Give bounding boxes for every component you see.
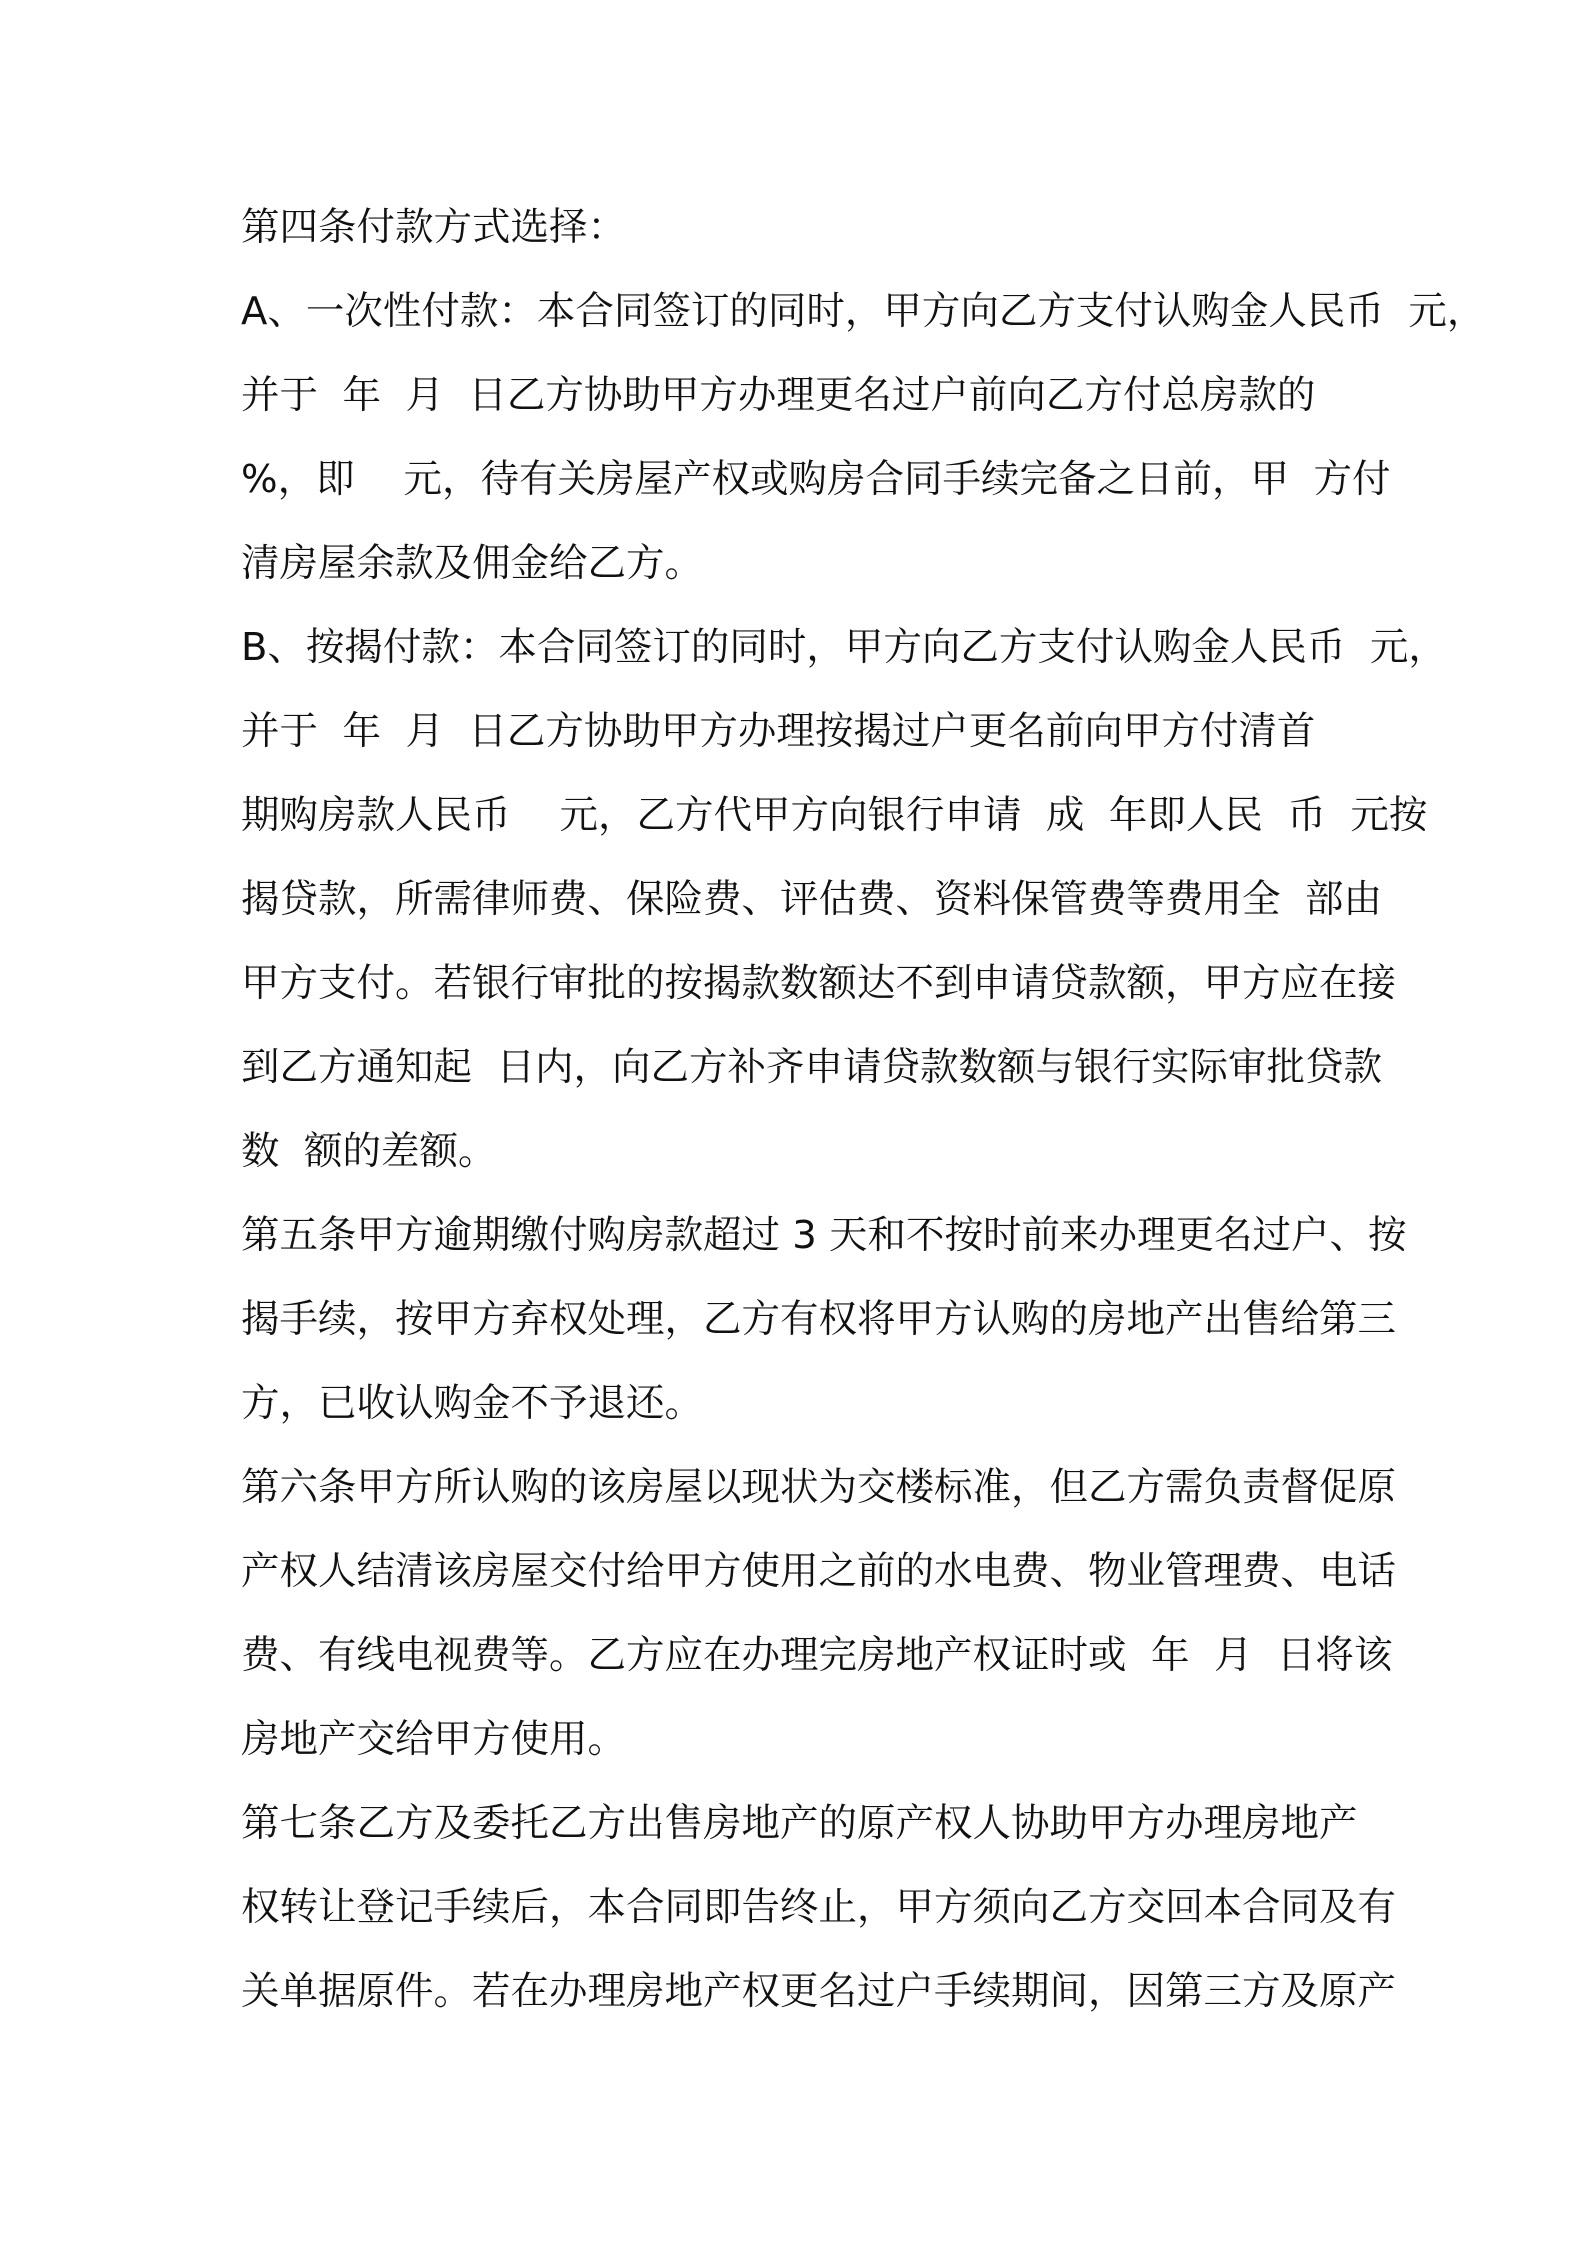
option-b-line-3: 期购房款人民币 元，乙方代甲方向银行申请 成 年即人民 币 元按 — [241, 793, 1428, 838]
clause-7-line-1: 第七条乙方及委托乙方出售房地产的原产权人协助甲方办理房地产 — [241, 1801, 1358, 1846]
clause-5-line-3: 方，已收认购金不予退还。 — [241, 1381, 704, 1426]
clause-6-line-4: 房地产交给甲方使用。 — [241, 1717, 627, 1762]
clause-7-line-2: 权转让登记手续后，本合同即告终止，甲方须向乙方交回本合同及有 — [241, 1885, 1397, 1930]
clause-5-line-1: 第五条甲方逾期缴付购房款超过 3 天和不按时前来办理更名过户、按 — [241, 1213, 1407, 1258]
clause-4-heading: 第四条付款方式选择： — [241, 205, 627, 250]
option-b-line-5: 甲方支付。若银行审批的按揭款数额达不到申请贷款额，甲方应在接 — [241, 961, 1397, 1006]
option-b-line-4: 揭贷款，所需律师费、保险费、评估费、资料保管费等费用全 部由 — [241, 877, 1382, 922]
option-b-line-2: 并于 年 月 日乙方协助甲方办理按揭过户更名前向甲方付清首 — [241, 709, 1316, 754]
clause-5-line-2: 揭手续，按甲方弃权处理，乙方有权将甲方认购的房地产出售给第三 — [241, 1297, 1397, 1342]
clause-6-line-1: 第六条甲方所认购的该房屋以现状为交楼标准，但乙方需负责督促原 — [241, 1465, 1397, 1510]
option-a-line-3: %，即 元，待有关房屋产权或购房合同手续完备之日前，甲 方付 — [241, 457, 1391, 502]
option-b-line-1: B、按揭付款：本合同签订的同时，甲方向乙方支付认购金人民币 元， — [241, 625, 1447, 670]
option-a-line-2: 并于 年 月 日乙方协助甲方办理更名过户前向乙方付总房款的 — [241, 373, 1316, 418]
option-b-line-7: 数 额的差额。 — [241, 1129, 497, 1174]
clause-6-line-2: 产权人结清该房屋交付给甲方使用之前的水电费、物业管理费、电话 — [241, 1549, 1397, 1594]
option-a-line-4: 清房屋余款及佣金给乙方。 — [241, 541, 704, 586]
option-b-line-6: 到乙方通知起 日内，向乙方补齐申请贷款数额与银行实际审批贷款 — [241, 1045, 1382, 1090]
option-a-line-1: A、一次性付款：本合同签订的同时，甲方向乙方支付认购金人民币 元， — [241, 289, 1486, 334]
clause-6-line-3: 费、有线电视费等。乙方应在办理完房地产权证时或 年 月 日将该 — [241, 1633, 1393, 1678]
clause-7-line-3: 关单据原件。若在办理房地产权更名过户手续期间，因第三方及原产 — [241, 1969, 1397, 2014]
